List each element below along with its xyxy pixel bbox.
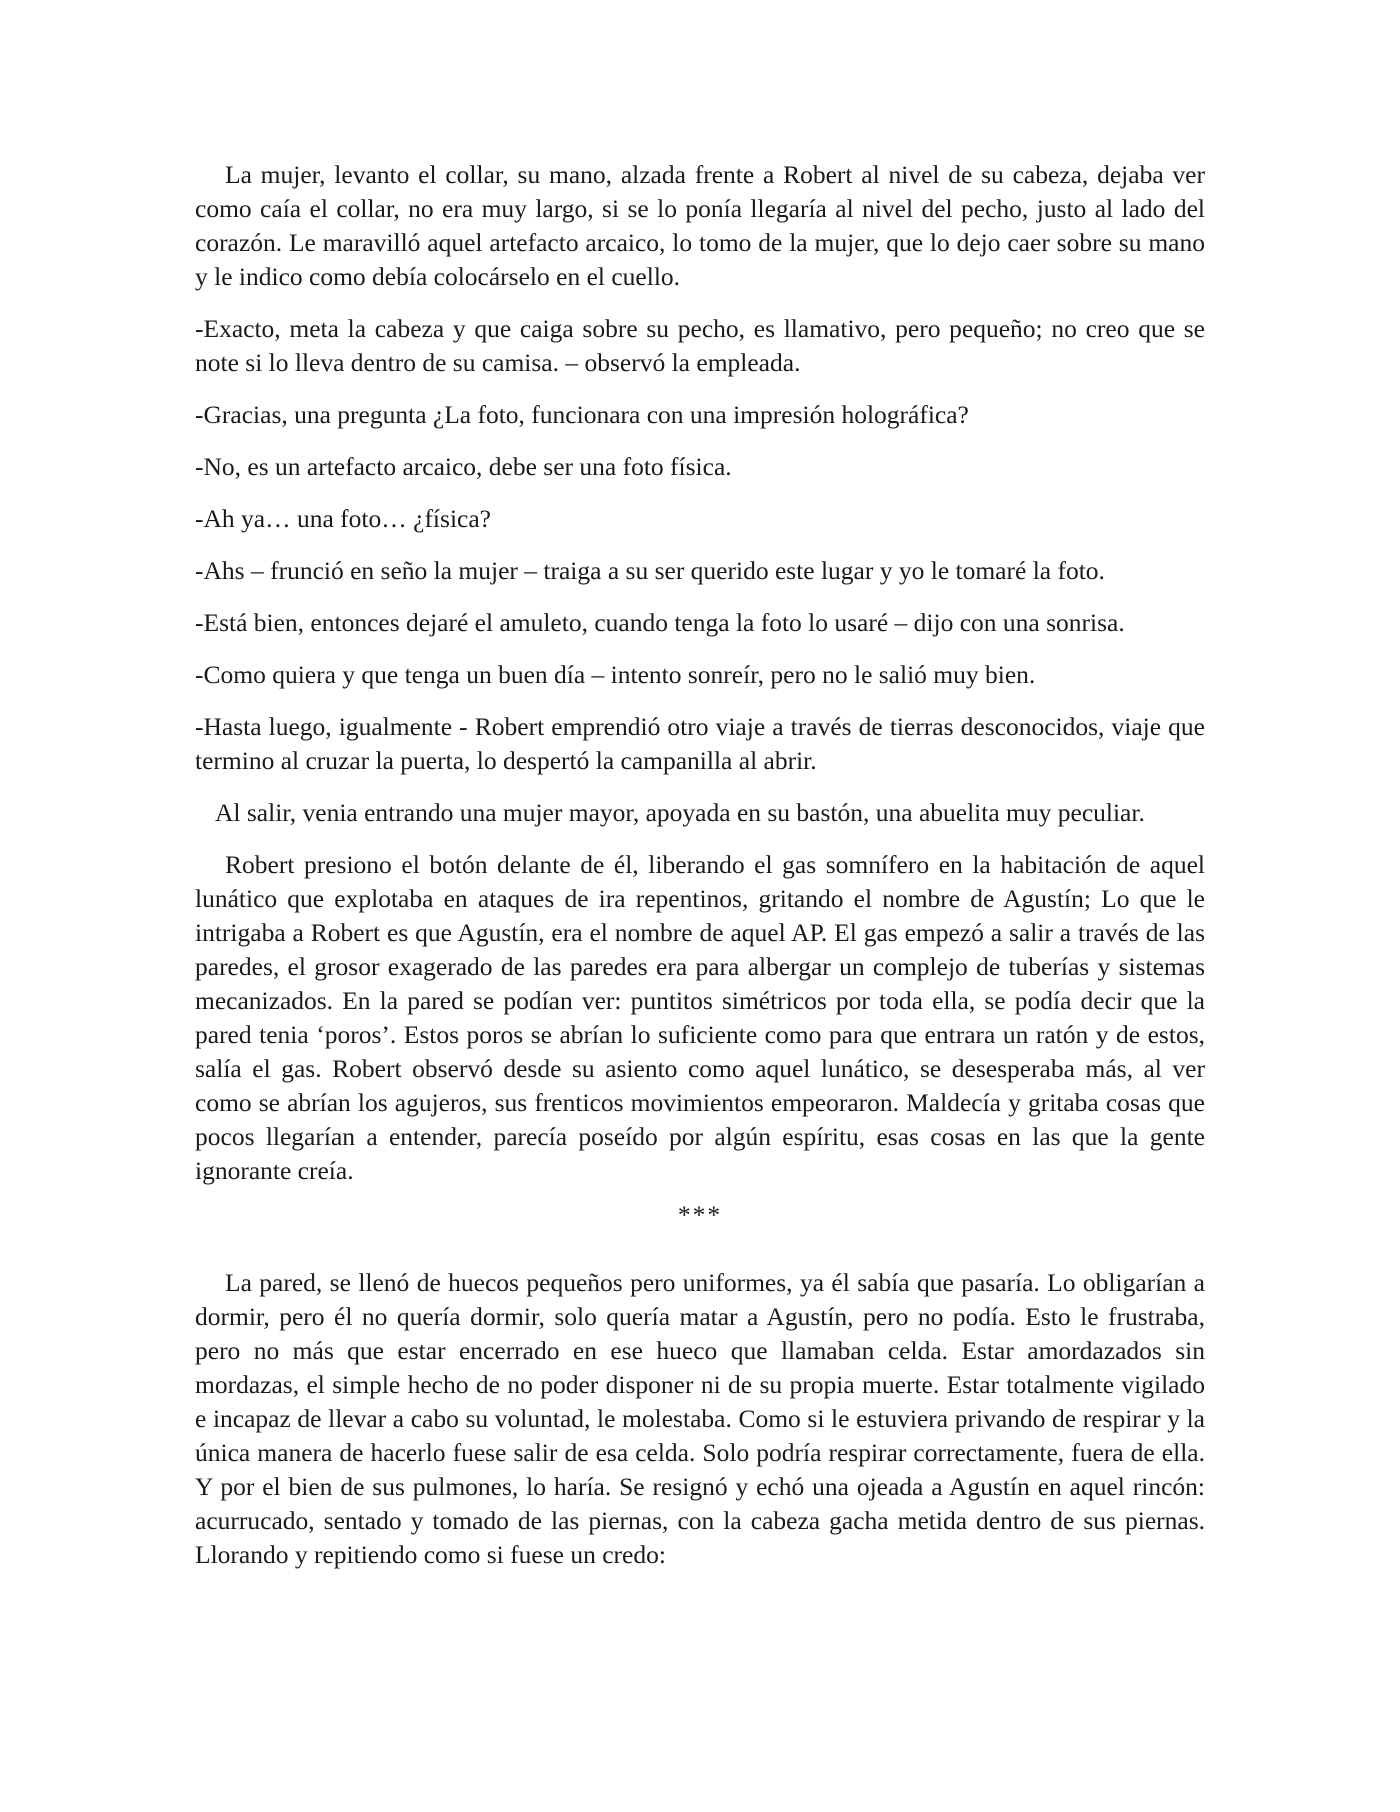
dialogue-no: -No, es un artefacto arcaico, debe ser una foto física. — [195, 452, 732, 481]
paragraph-collar: La mujer, levanto el collar, su mano, alzada frente a Robert al nivel de su cabeza, dejaba ver como caía el collar, no era muy largo, si se lo ponía llegaría al nivel del pecho, justo al lado del corazón. Le maravilló aquel artefacto arcaico, lo tomo de la mujer, que lo dejo caer sobre su mano y le indico como debía colocárselo en el cuello. — [195, 160, 1205, 291]
dialogue-exacto: -Exacto, meta la cabeza y que caiga sobre su pecho, es llamativo, pero pequeño; no creo que se note si lo lleva dentro de su camisa. – observó la empleada. — [195, 314, 1205, 377]
paragraph-robert-presiono: Robert presiono el botón delante de él, liberando el gas somnífero en la habitación de aquel lunático que explotaba en ataques de ira repentinos, gritando el nombre de Agustín; Lo que le intrigaba a Robert es que Agustín, era el nombre de aquel AP. El gas empezó a salir a través de las paredes, el grosor exagerado de las paredes era para albergar un complejo de tuberías y sistemas mecanizados. En la pared se podían ver: puntitos simétricos por toda ella, se podía decir que la pared tenia ‘poros’. Estos poros se abrían lo suficiente como para que entrara un ratón y de estos, salía el gas. Robert observó desde su asiento como aquel lunático, se desesperaba más, al ver como se abrían los agujeros, sus frenticos movimientos empeoraron. Maldecía y gritaba cosas que pocos llegarían a entender, parecía poseído por algún espíritu, esas cosas en las que la gente ignorante creía. — [195, 850, 1205, 1185]
dialogue-ahs: -Ahs – frunció en seño la mujer – traiga a su ser querido este lugar y yo le tomaré la foto. — [195, 556, 1105, 585]
paragraph-la-pared: La pared, se llenó de huecos pequeños pero uniformes, ya él sabía que pasaría. Lo obligarían a dormir, pero él no quería dormir, solo quería matar a Agustín, pero no podía. Esto le frustraba, pero no más que estar encerrado en ese hueco que llamaban celda. Estar amordazados sin mordazas, el simple hecho de no poder disponer ni de su propia muerte. Estar totalmente vigilado e incapaz de llevar a cabo su voluntad, le molestaba. Como si le estuviera privando de respirar y la única manera de hacerlo fuese salir de esa celda. Solo podría respirar correctamente, fuera de ella. Y por el bien de sus pulmones, lo haría. Se resignó y echó una ojeada a Agustín en aquel rincón: acurrucado, sentado y tomado de las piernas, con la cabeza gacha metida dentro de sus piernas. Llorando y repitiendo como si fuese un credo: — [195, 1268, 1205, 1569]
section-separator: *** — [677, 1200, 723, 1229]
dialogue-hasta-luego: -Hasta luego, igualmente - Robert emprendió otro viaje a través de tierras desconocidos, viaje que termino al cruzar la puerta, lo despertó la campanilla al abrir. — [195, 712, 1205, 775]
dialogue-ah-ya: -Ah ya… una foto… ¿física? — [195, 504, 491, 533]
dialogue-como-quiera: -Como quiera y que tenga un buen día – intento sonreír, pero no le salió muy bien. — [195, 660, 1036, 689]
document-page — [195, 158, 1205, 1590]
dialogue-gracias: -Gracias, una pregunta ¿La foto, funcionara con una impresión holográfica? — [195, 400, 969, 429]
paragraph-al-salir: Al salir, venia entrando una mujer mayor, apoyada en su bastón, una abuelita muy peculiar. — [215, 798, 1145, 827]
dialogue-esta-bien: -Está bien, entonces dejaré el amuleto, cuando tenga la foto lo usaré – dijo con una sonrisa. — [195, 608, 1125, 637]
